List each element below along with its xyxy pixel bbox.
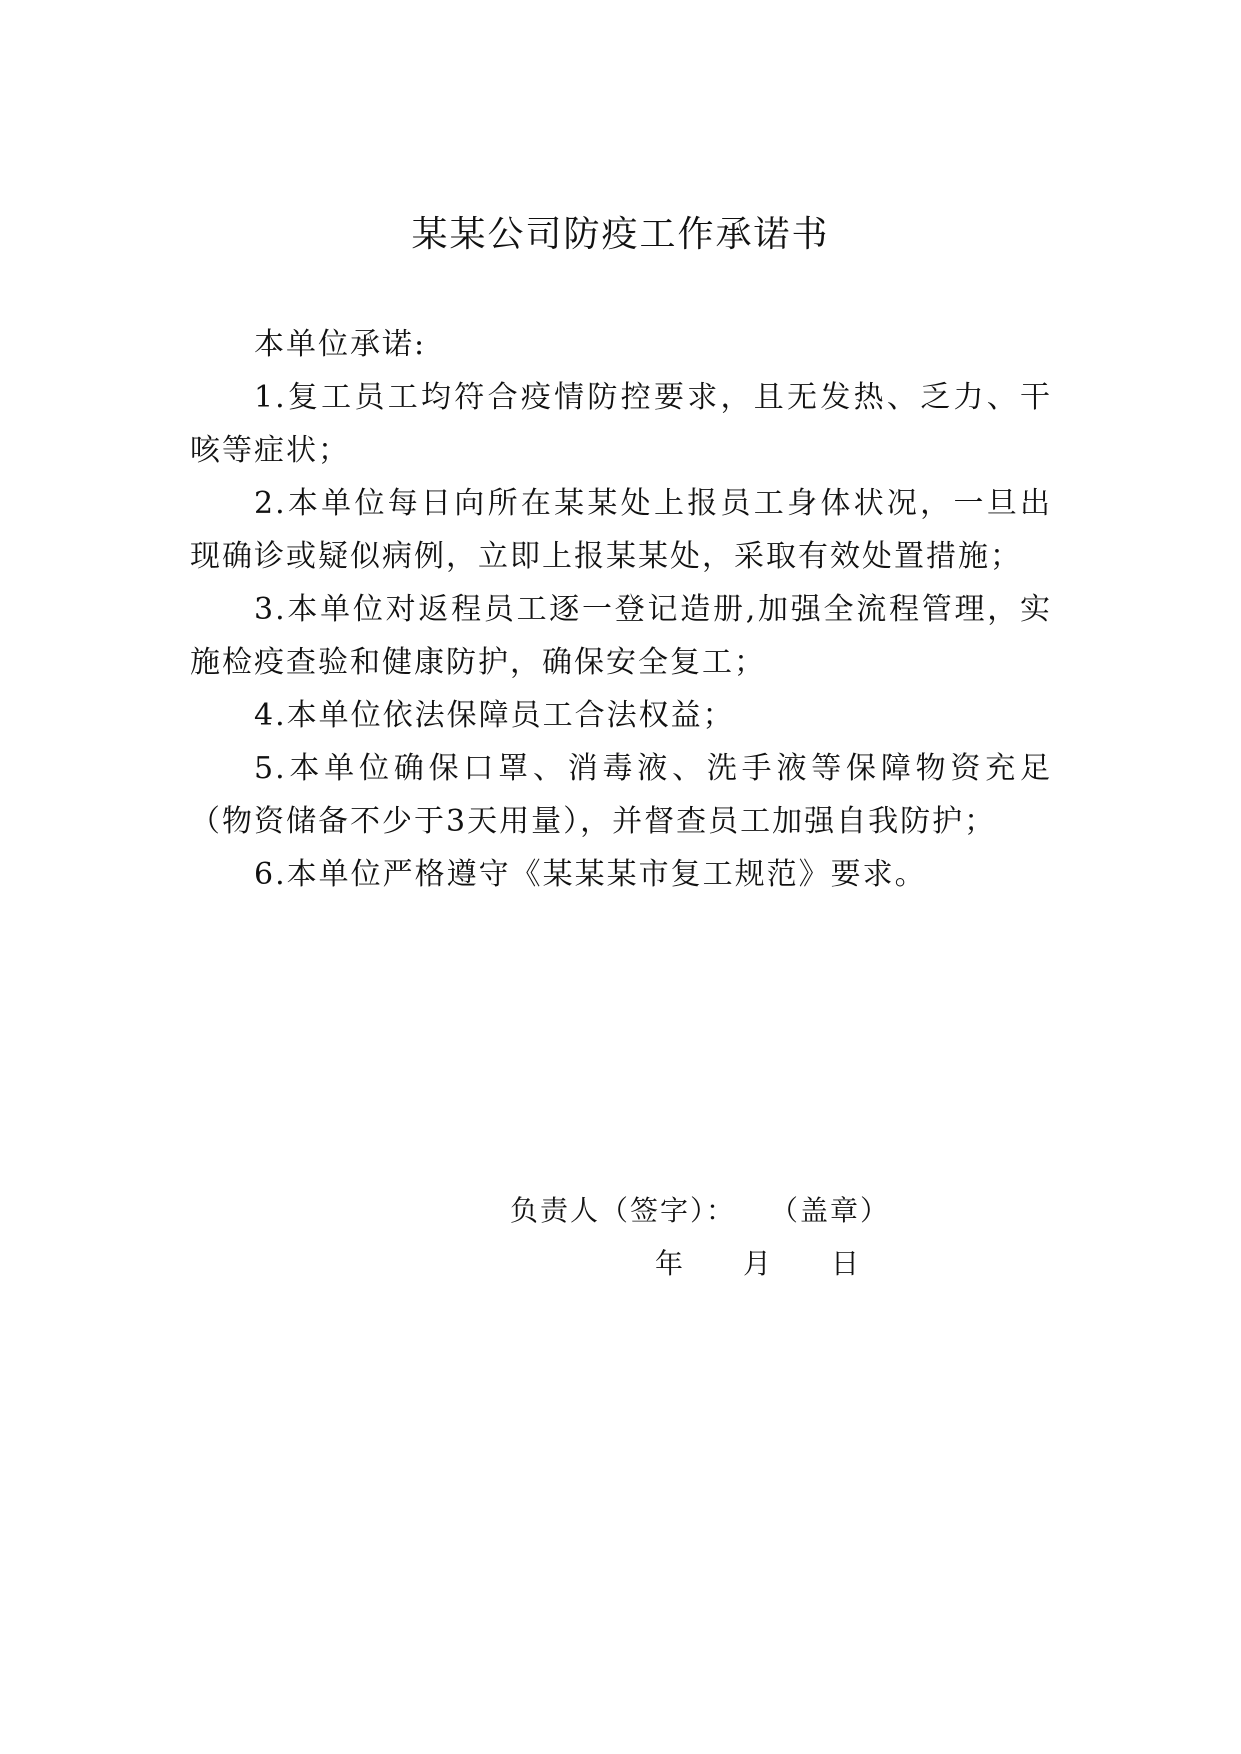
document-title: 某某公司防疫工作承诺书 — [411, 214, 830, 255]
commitment-item-4: 4.本单位依法保障员工合法权益； — [254, 698, 735, 733]
seal-label: （盖章） — [784, 1194, 891, 1227]
signature-block — [510, 1185, 890, 1237]
date-month-label: 月 — [743, 1247, 772, 1280]
commitment-item-2: 2.本单位每日向所在某某处上报员工身体状况，一旦出现确诊或疑似病例，立即上报某某处，采取有效处置措施； — [190, 486, 1052, 574]
date-line — [655, 1238, 859, 1290]
commitment-body — [190, 318, 1052, 901]
date-day-label: 日 — [831, 1247, 860, 1280]
date-year-label: 年 — [655, 1247, 684, 1280]
commitment-item-3: 3.本单位对返程员工逐一登记造册,加强全流程管理，实施检疫查验和健康防护，确保安全复工； — [190, 592, 1052, 680]
commitment-item-5: 5.本单位确保口罩、消毒液、洗手液等保障物资充足（物资储备不少于3天用量），并督查员工加强自我防护； — [190, 751, 1052, 839]
commitment-item-1: 1.复工员工均符合疫情防控要求，且无发热、乏力、干咳等症状； — [190, 380, 1052, 468]
commitment-item-6: 6.本单位严格遵守《某某某市复工规范》要求。 — [254, 857, 927, 892]
signature-line — [510, 1185, 890, 1237]
intro-paragraph: 本单位承诺: — [254, 327, 427, 362]
responsible-signature-label: 负责人（签字）： — [510, 1194, 737, 1227]
